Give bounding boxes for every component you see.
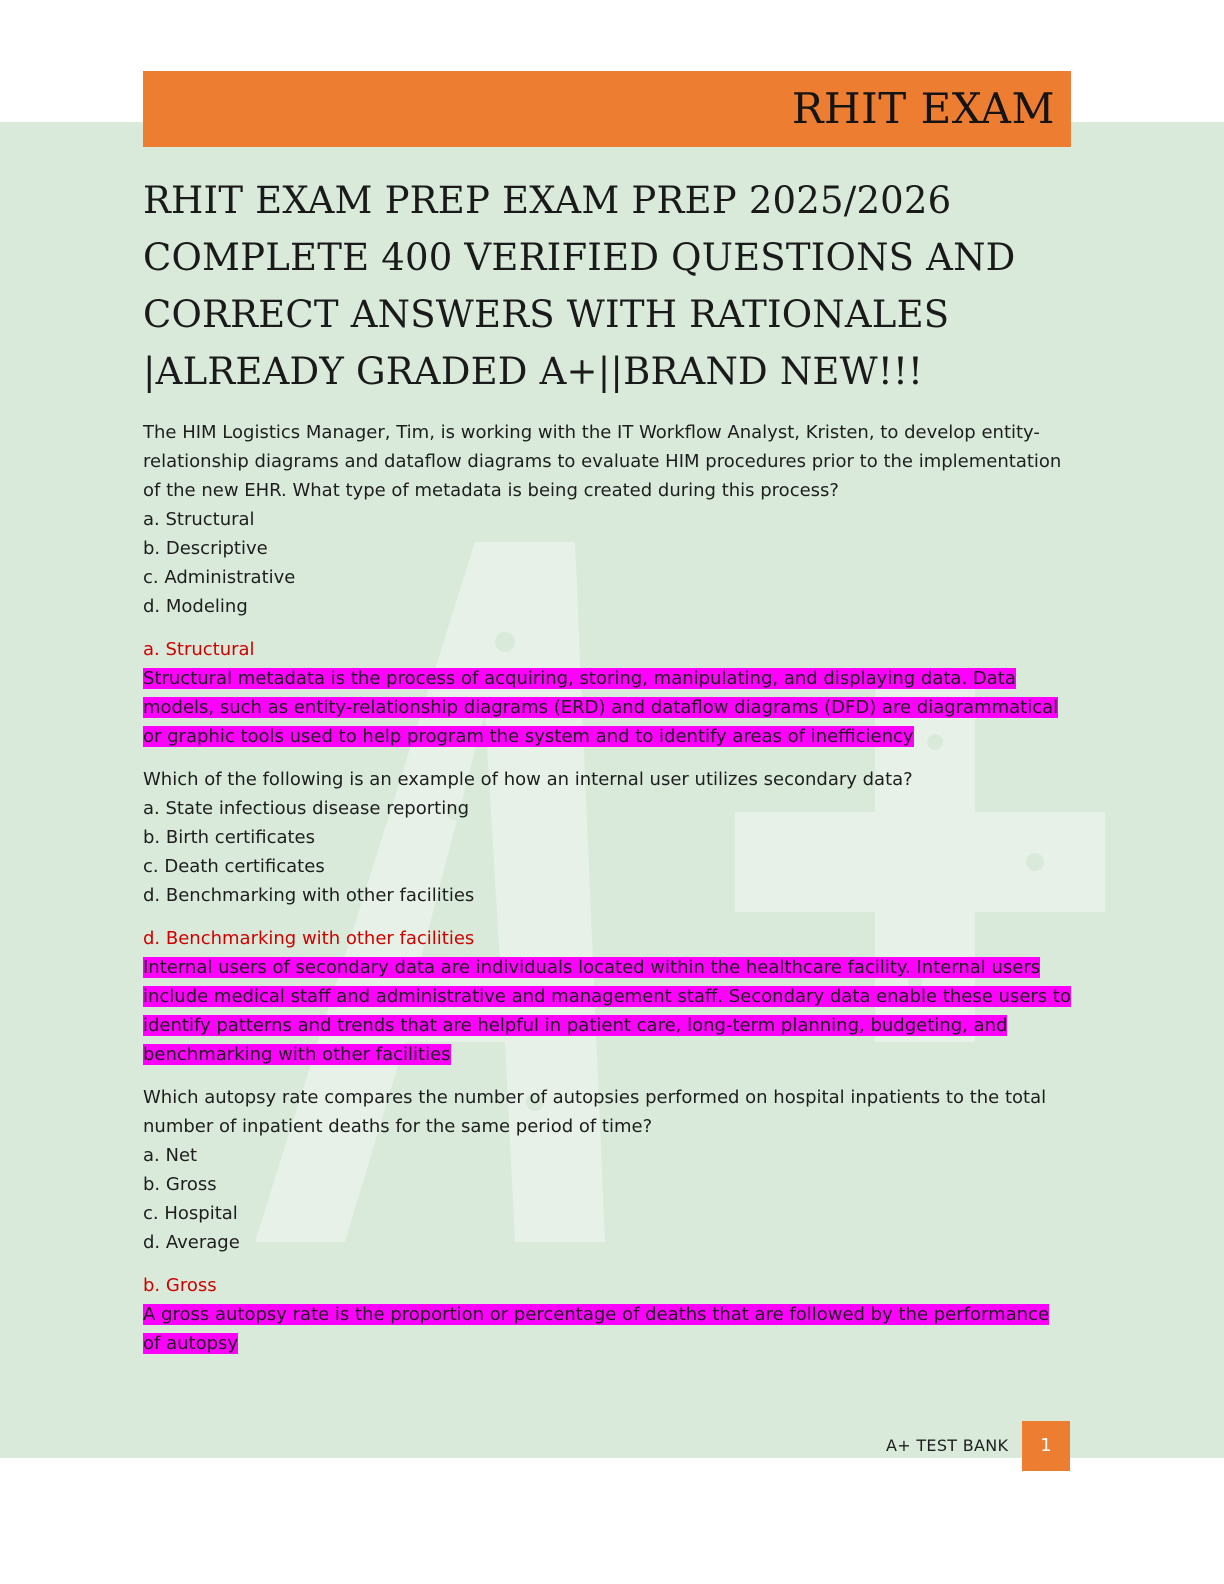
option-item: a. Net — [143, 1145, 198, 1166]
correct-answer: a. Structural — [143, 639, 255, 660]
question-block — [143, 418, 1071, 751]
document-content — [143, 172, 1071, 1372]
option-item: c. Hospital — [143, 1203, 238, 1224]
option-list — [143, 1141, 1071, 1257]
option-item: a. State infectious disease reporting — [143, 798, 470, 819]
correct-answer: b. Gross — [143, 1275, 217, 1296]
question-text: Which of the following is an example of how an internal user utilizes secondary data? — [143, 769, 913, 790]
option-item: c. Death certificates — [143, 856, 325, 877]
header-title: RHIT EXAM — [791, 84, 1055, 133]
rationale-highlight: Internal users of secondary data are individuals located within the healthcare facility. Internal users include medical staff and administrative and management staff. Secondary data enable these users to identify patterns and trends that are helpful in patient care, long-term planning, budgeting, and benchmarking with other facilities — [143, 957, 1071, 1065]
option-item: b. Descriptive — [143, 538, 268, 559]
header-bar — [143, 71, 1071, 147]
option-item: b. Gross — [143, 1174, 217, 1195]
option-item: d. Benchmarking with other facilities — [143, 885, 475, 906]
question-text: The HIM Logistics Manager, Tim, is working with the IT Workflow Analyst, Kristen, to develop entity-relationship diagrams and dataflow diagrams to evaluate HIM procedures prior to the implementation of the new EHR. What type of metadata is being created during this process? — [143, 422, 1062, 501]
rationale — [143, 664, 1071, 751]
question-text: Which autopsy rate compares the number of autopsies performed on hospital inpatients to the total number of inpatient deaths for the same period of time? — [143, 1087, 1047, 1137]
page-number: 1 — [1022, 1421, 1070, 1471]
footer-label: A+ TEST BANK — [886, 1436, 1009, 1455]
option-list — [143, 794, 1071, 910]
rationale — [143, 953, 1071, 1069]
option-item: d. Average — [143, 1232, 240, 1253]
rationale — [143, 1300, 1071, 1358]
question-block — [143, 765, 1071, 1069]
option-item: c. Administrative — [143, 567, 296, 588]
option-list — [143, 505, 1071, 621]
option-item: d. Modeling — [143, 596, 248, 617]
rationale-highlight: A gross autopsy rate is the proportion or percentage of deaths that are followed by the performance of autopsy — [143, 1304, 1050, 1354]
correct-answer: d. Benchmarking with other facilities — [143, 928, 475, 949]
option-item: a. Structural — [143, 509, 255, 530]
option-item: b. Birth certificates — [143, 827, 316, 848]
document-title: RHIT EXAM PREP EXAM PREP 2025/2026 COMPLETE 400 VERIFIED QUESTIONS AND CORRECT ANSWERS WITH RATIONALES |ALREADY GRADED A+||BRAND NEW!!! — [143, 179, 1016, 393]
question-block — [143, 1083, 1071, 1358]
rationale-highlight: Structural metadata is the process of acquiring, storing, manipulating, and displaying data. Data models, such as entity-relationship diagrams (ERD) and dataflow diagrams (DFD) are diagrammatical or graphic tools used to help program the system and to identify areas of inefficiency — [143, 668, 1059, 747]
